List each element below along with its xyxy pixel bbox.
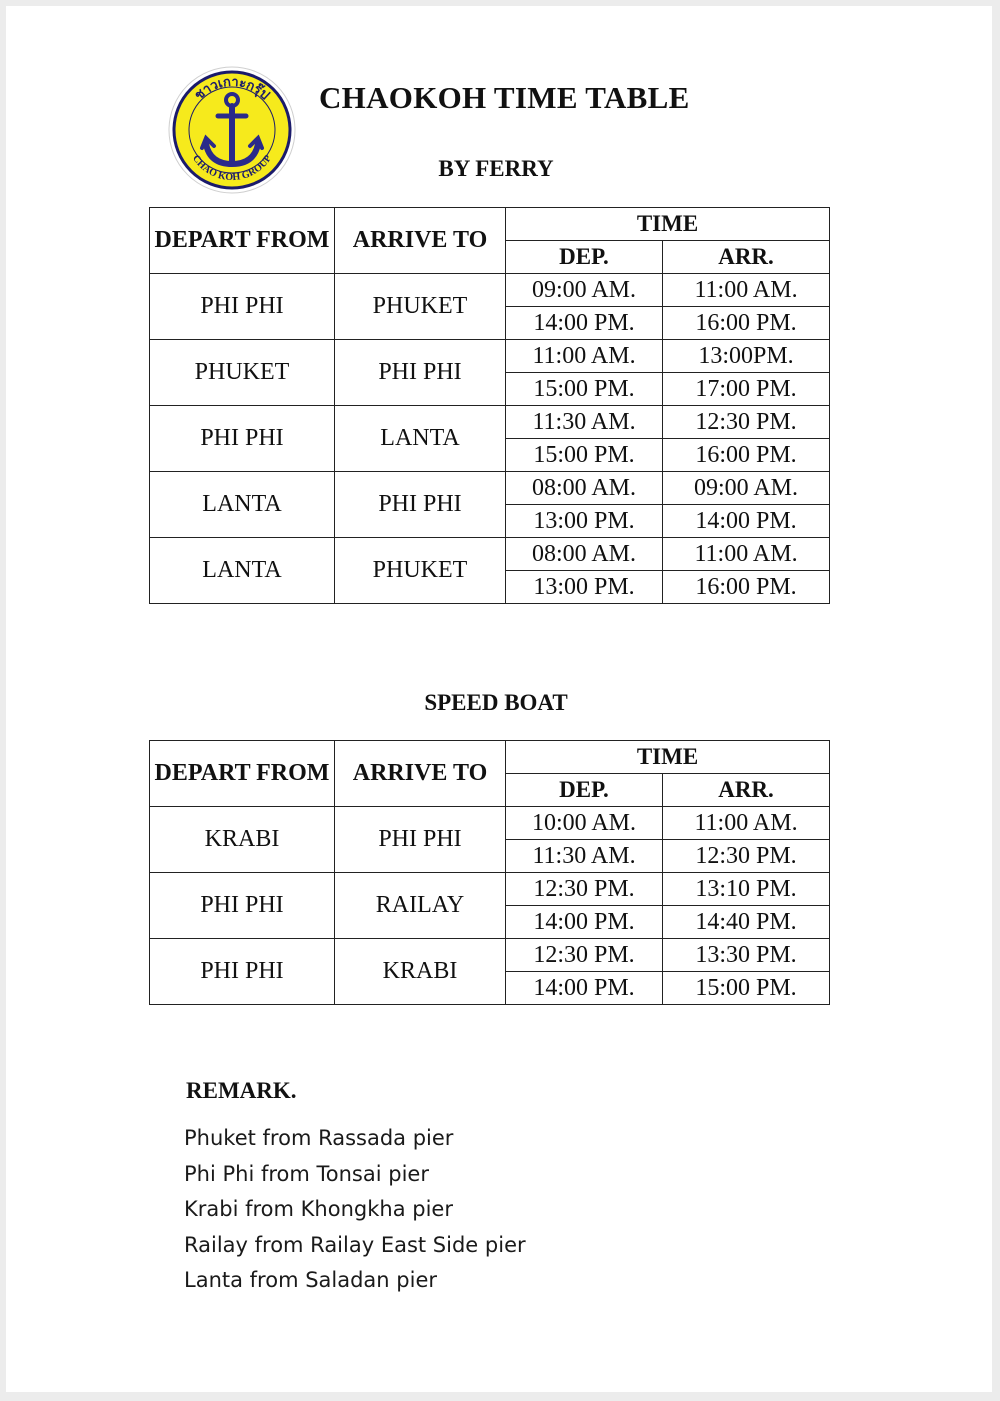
arrive-cell: PHUKET — [335, 274, 506, 340]
depart-cell: PHI PHI — [150, 939, 335, 1005]
depart-cell: LANTA — [150, 472, 335, 538]
dep-time-cell: 14:00 PM. — [506, 906, 663, 939]
remark-item: Lanta from Saladan pier — [184, 1268, 438, 1292]
arrive-cell: PHI PHI — [335, 807, 506, 873]
depart-cell: LANTA — [150, 538, 335, 604]
time-header: TIME — [506, 741, 830, 774]
arr-time-cell: 16:00 PM. — [663, 571, 830, 604]
arr-time-cell: 17:00 PM. — [663, 373, 830, 406]
dep-time-cell: 15:00 PM. — [506, 373, 663, 406]
ferry-section-title: BY FERRY — [438, 156, 554, 181]
arrive-cell: KRABI — [335, 939, 506, 1005]
dep-time-cell: 10:00 AM. — [506, 807, 663, 840]
remark-item: Railay from Railay East Side pier — [184, 1232, 526, 1257]
dep-time-cell: 13:00 PM. — [506, 571, 663, 604]
table-row — [150, 873, 830, 906]
table-row — [150, 340, 830, 373]
arr-time-cell: 11:00 AM. — [663, 807, 830, 840]
dep-time-cell: 11:30 AM. — [506, 840, 663, 873]
dep-time-cell: 12:30 PM. — [506, 939, 663, 972]
remark-item: Krabi from Khongkha pier — [184, 1197, 453, 1221]
dep-time-cell: 08:00 AM. — [506, 472, 663, 505]
dep-time-cell: 09:00 AM. — [506, 274, 663, 307]
arr-time-cell: 13:10 PM. — [663, 873, 830, 906]
arr-time-cell: 14:40 PM. — [663, 906, 830, 939]
arr-time-cell: 11:00 AM. — [663, 274, 830, 307]
dep-time-cell: 14:00 PM. — [506, 307, 663, 340]
depart-cell: PHI PHI — [150, 406, 335, 472]
depart-cell: PHUKET — [150, 340, 335, 406]
arr-time-cell: 13:30 PM. — [663, 939, 830, 972]
speedboat-section-title: SPEED BOAT — [424, 690, 568, 715]
dep-header: DEP. — [506, 774, 663, 807]
arr-time-cell: 13:00PM. — [663, 340, 830, 373]
dep-time-cell: 11:30 AM. — [506, 406, 663, 439]
table-row — [150, 939, 830, 972]
remark-list — [184, 1121, 526, 1299]
arrive-cell: PHI PHI — [335, 472, 506, 538]
dep-time-cell: 14:00 PM. — [506, 972, 663, 1005]
table-row — [150, 406, 830, 439]
arr-time-cell: 15:00 PM. — [663, 972, 830, 1005]
timetable-page — [6, 6, 992, 1392]
depart-from-header: DEPART FROM — [150, 741, 335, 807]
arrive-cell: RAILAY — [335, 873, 506, 939]
arr-time-cell: 16:00 PM. — [663, 439, 830, 472]
depart-cell: PHI PHI — [150, 274, 335, 340]
table-row — [150, 472, 830, 505]
arr-time-cell: 12:30 PM. — [663, 406, 830, 439]
arr-time-cell: 11:00 AM. — [663, 538, 830, 571]
arrive-cell: PHUKET — [335, 538, 506, 604]
remark-item: Phuket from Rassada pier — [184, 1126, 454, 1150]
arr-time-cell: 16:00 PM. — [663, 307, 830, 340]
depart-from-header: DEPART FROM — [150, 208, 335, 274]
dep-time-cell: 12:30 PM. — [506, 873, 663, 906]
depart-cell: PHI PHI — [150, 873, 335, 939]
dep-header: DEP. — [506, 241, 663, 274]
dep-time-cell: 08:00 AM. — [506, 538, 663, 571]
time-header: TIME — [506, 208, 830, 241]
remark-item: Phi Phi from Tonsai pier — [184, 1161, 429, 1186]
arrive-to-header: ARRIVE TO — [335, 741, 506, 807]
arrive-cell: PHI PHI — [335, 340, 506, 406]
table-row — [150, 807, 830, 840]
logo-text-bottom: CHAO KOH GROUP — [190, 153, 274, 184]
table-row — [150, 538, 830, 571]
arr-time-cell: 09:00 AM. — [663, 472, 830, 505]
depart-cell: KRABI — [150, 807, 335, 873]
dep-time-cell: 15:00 PM. — [506, 439, 663, 472]
arr-header: ARR. — [663, 241, 830, 274]
logo-text-top: ชาวเกาะกรุ๊ป — [191, 74, 273, 104]
dep-time-cell: 13:00 PM. — [506, 505, 663, 538]
arrive-to-header: ARRIVE TO — [335, 208, 506, 274]
arrive-cell: LANTA — [335, 406, 506, 472]
dep-time-cell: 11:00 AM. — [506, 340, 663, 373]
page-title: CHAOKOH TIME TABLE — [319, 80, 690, 115]
ferry-timetable — [149, 207, 830, 604]
arr-time-cell: 14:00 PM. — [663, 505, 830, 538]
remark-title: REMARK. — [186, 1078, 297, 1103]
table-row — [150, 274, 830, 307]
speedboat-timetable — [149, 740, 830, 1005]
arr-time-cell: 12:30 PM. — [663, 840, 830, 873]
arr-header: ARR. — [663, 774, 830, 807]
